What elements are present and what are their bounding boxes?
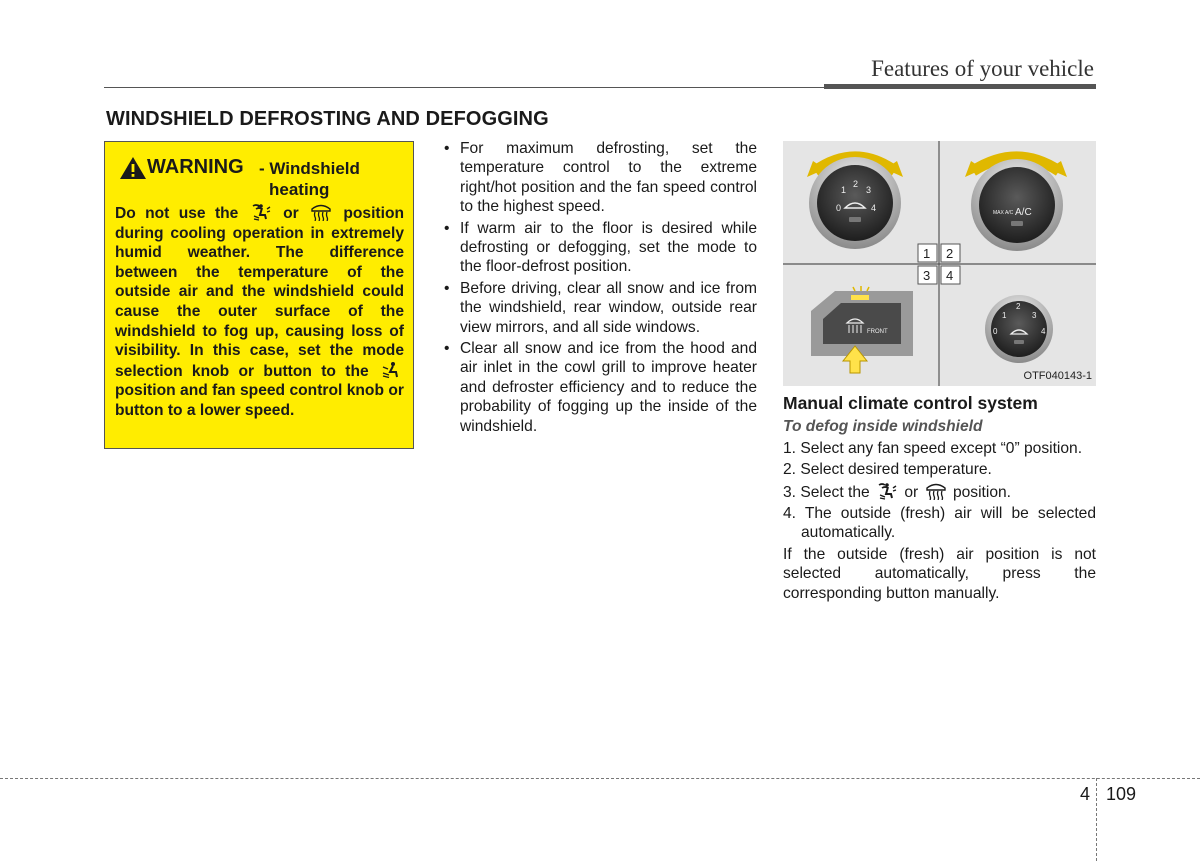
chapter-number: 4 [1080, 784, 1091, 804]
defog-subtitle: To defog inside windshield [783, 418, 983, 436]
quadrant-label-1: 1 [923, 246, 931, 261]
step3-text-or: or [904, 483, 919, 501]
manual-climate-section [783, 394, 1096, 603]
list-item: • If warm air to the floor is desired while defrosting or defogging, set the mode to the floor-defrost position. [441, 219, 757, 277]
floor-defrost-mode-icon [876, 482, 898, 500]
knob-tick: 0 [836, 203, 842, 213]
footer-divider [1096, 778, 1097, 861]
list-item: • Before driving, clear all snow and ice from the windshield, rear window, outside rear view mirrors, and all side windows. [441, 279, 757, 337]
knob-tick: 1 [841, 185, 847, 195]
warning-word: WARNING [147, 156, 244, 178]
climate-control-figure [783, 141, 1096, 386]
quadrant-label-2: 2 [946, 246, 954, 261]
defrost-icon [925, 482, 947, 500]
knob-tick: 1 [1002, 311, 1007, 320]
quadrant-label-4: 4 [946, 268, 954, 283]
temperature-knob-illustration [807, 157, 903, 249]
quadrant-label-3: 3 [923, 268, 931, 283]
list-item: • Clear all snow and ice from the hood and air inlet in the cowl grill to improve heater and defroster efficiency and to reduce the probability of fogging up the inside of the windshield. [441, 339, 757, 436]
knob-tick: 0 [993, 327, 998, 336]
max-label: MAX A/C [993, 210, 1014, 216]
knob-tick: 3 [866, 185, 872, 195]
manual-climate-title: Manual climate control system [783, 393, 1038, 413]
step3-text-b: position. [952, 483, 1012, 501]
bullet-list [441, 139, 757, 438]
fan-ac-knob-illustration [965, 157, 1067, 251]
warning-box [104, 141, 414, 449]
knob-tick: 2 [853, 179, 859, 189]
header-rule-accent [824, 84, 1096, 89]
warning-text-a: Do not use the [115, 205, 239, 222]
ac-label: A/C [1015, 207, 1032, 218]
figure-caption: OTF040143-1 [1023, 370, 1092, 382]
warning-text-or: or [283, 205, 299, 222]
list-item: 2. Select desired temperature. [783, 461, 992, 479]
knob-tick: 2 [1016, 302, 1021, 311]
warning-triangle-icon [119, 156, 147, 180]
step3-text-a: 3. Select the [783, 483, 870, 501]
small-knob-illustration [985, 295, 1053, 363]
defrost-icon [310, 203, 332, 221]
footer-rule [0, 778, 1200, 779]
knob-tick: 4 [871, 203, 877, 213]
manual-note: If the outside (fresh) air position is not selected automatically, press the corresponding button manually. [783, 545, 1096, 602]
knob-tick: 3 [1032, 311, 1037, 320]
knob-tick: 4 [1041, 327, 1046, 336]
list-item: 4. The outside (fresh) air will be selected automatically. [783, 505, 1096, 542]
page-number: 109 [1106, 784, 1137, 804]
floor-mode-icon [380, 361, 402, 379]
warning-header [115, 152, 404, 202]
warning-subject-cont: heating [269, 180, 330, 199]
warning-subject: - Windshield [259, 159, 360, 178]
page-header-title: Features of your vehicle [871, 56, 1094, 81]
floor-defrost-mode-icon [250, 203, 272, 221]
list-item: • For maximum defrosting, set the temperature control to the extreme right/hot position and the fan speed control to the highest speed. [441, 139, 757, 217]
front-label: FRONT [867, 329, 888, 335]
warning-text-c: position and fan speed control knob or button to a lower speed. [115, 382, 404, 419]
list-item: 1. Select any fan speed except “0” position. [783, 439, 1083, 457]
warning-text [115, 203, 404, 421]
section-title: WINDSHIELD DEFROSTING AND DEFOGGING [106, 108, 549, 130]
front-defrost-button-illustration [811, 286, 913, 373]
list-item [783, 482, 1096, 502]
warning-text-b: position during cooling operation in extremely humid weather. The difference between the temperature of the outside air and the windshield could cause the outer surface of the windshield to fog up, causing loss of visibility. In this case, set the mode selection knob or button to the [115, 205, 405, 380]
climate-control-illustration [783, 141, 1096, 386]
